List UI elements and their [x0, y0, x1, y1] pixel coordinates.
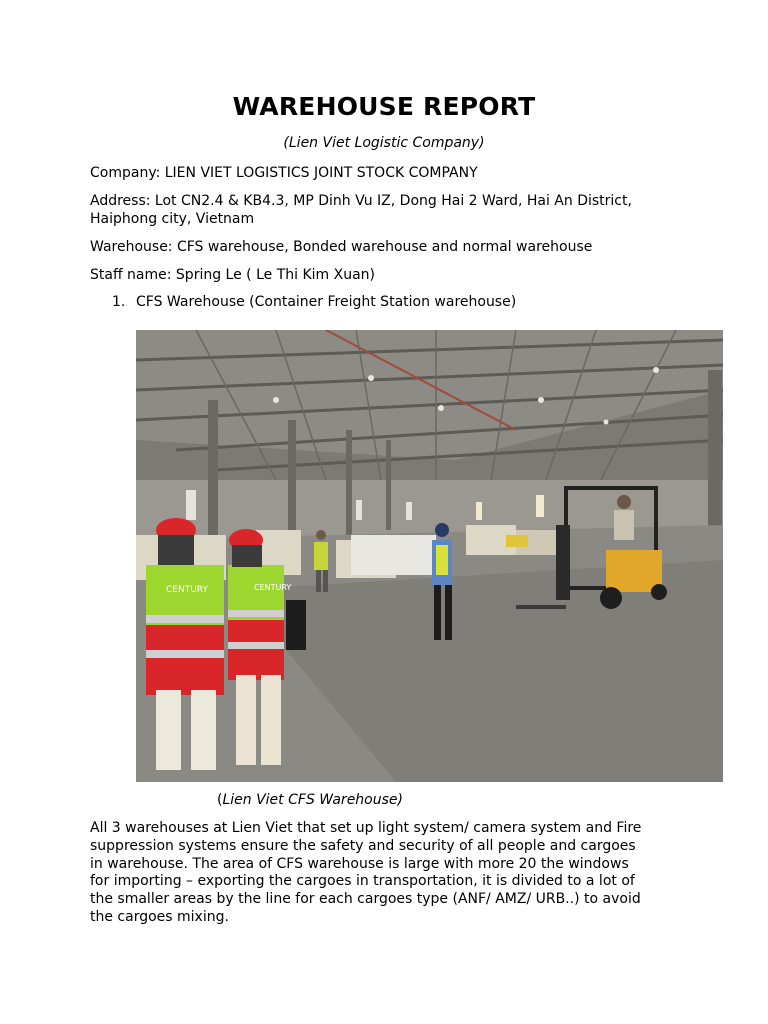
vest-logo-text-1: CENTURY	[166, 585, 208, 595]
address-line: Address: Lot CN2.4 & KB4.3, MP Dinh Vu IZ, Dong Hai 2 Ward, Hai An District, Haiphong city, Vietnam	[90, 193, 632, 227]
caption-open-paren: (	[217, 792, 223, 808]
photo-caption	[217, 792, 403, 808]
staff-line: Staff name: Spring Le ( Le Thi Kim Xuan)	[90, 267, 375, 283]
warehouse-photo	[136, 330, 723, 782]
page-subtitle: (Lien Viet Logistic Company)	[283, 135, 485, 151]
body-paragraph: All 3 warehouses at Lien Viet that set up light system/ camera system and Fire suppression systems ensure the safety and security of all people and cargoes in warehouse. The area of CFS warehouse is large with more 20 the windows for importing – exporting the cargoes in transportation, it is divided to a lot of the smaller areas by the line for each cargoes type (ANF/ AMZ/ URB..) to avoid the cargoes mixing.	[90, 820, 642, 925]
list-number: 1.	[112, 294, 126, 310]
company-line: Company: LIEN VIET LOGISTICS JOINT STOCK COMPANY	[90, 165, 478, 181]
list-item-text: CFS Warehouse (Container Freight Station warehouse)	[136, 294, 517, 310]
numbered-list-item	[112, 293, 672, 311]
warehouse-line: Warehouse: CFS warehouse, Bonded warehouse and normal warehouse	[90, 239, 593, 255]
vest-logo-text-2: CENTURY	[254, 583, 292, 592]
caption-text: Lien Viet CFS Warehouse)	[222, 792, 403, 808]
page-title: WAREHOUSE REPORT	[232, 92, 536, 121]
